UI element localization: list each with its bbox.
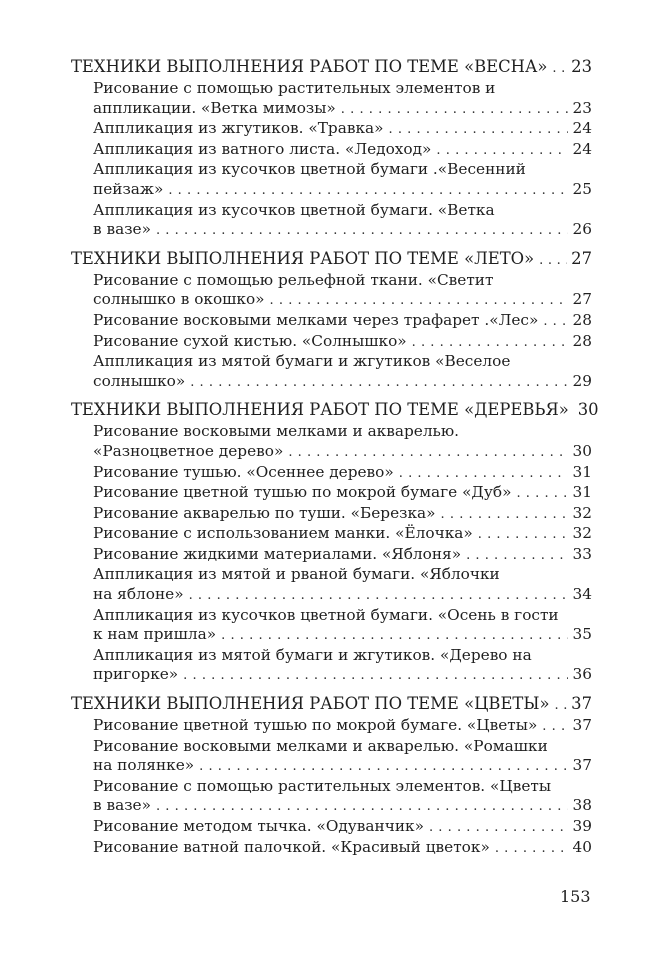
entry-page-number: 39 bbox=[572, 817, 592, 835]
toc-entry bbox=[71, 716, 592, 737]
toc-entry bbox=[71, 160, 592, 200]
toc-entry-last-line bbox=[71, 838, 592, 859]
dot-leader bbox=[466, 546, 568, 566]
section-page-number: 30 bbox=[577, 400, 599, 420]
entry-page-number: 25 bbox=[572, 179, 592, 198]
toc-entry bbox=[71, 463, 592, 484]
entry-page-number: 37 bbox=[572, 716, 592, 735]
toc-entry-text: пригорке» bbox=[93, 665, 179, 684]
entry-page-number: 30 bbox=[572, 441, 592, 460]
toc-entry-text-line: Аппликация из кусочков цветной бумаги .«Весенний bbox=[93, 160, 526, 179]
toc-entry-text: на полянке» bbox=[93, 756, 195, 775]
toc-entry-text: Рисование тушью. «Осеннее дерево» bbox=[93, 462, 394, 481]
toc-section bbox=[71, 56, 592, 241]
entry-page-number: 35 bbox=[572, 625, 592, 644]
toc-entry-text: Рисование акварелью по туши. «Березка» bbox=[93, 503, 436, 522]
toc-entry-text: солнышко» bbox=[93, 371, 186, 390]
toc-entry-last-line bbox=[71, 372, 592, 393]
section-page-number: 37 bbox=[571, 694, 592, 714]
toc-entry-last-line bbox=[71, 180, 592, 201]
dot-leader bbox=[555, 695, 568, 716]
toc-section bbox=[71, 693, 592, 858]
dot-leader bbox=[389, 120, 569, 140]
entry-page-number: 27 bbox=[572, 290, 592, 309]
dot-leader bbox=[221, 626, 568, 646]
entry-page-number: 33 bbox=[572, 544, 592, 563]
toc-section-heading bbox=[71, 56, 592, 79]
toc-entry bbox=[71, 332, 592, 353]
section-page-number: 27 bbox=[571, 248, 592, 268]
entry-page-number: 23 bbox=[572, 98, 592, 117]
dot-leader bbox=[539, 250, 567, 271]
toc-entry-text: к нам пришла» bbox=[93, 625, 217, 644]
entry-page-number: 32 bbox=[572, 524, 592, 543]
dot-leader bbox=[168, 181, 568, 201]
dot-leader bbox=[199, 757, 568, 777]
dot-leader bbox=[399, 464, 568, 484]
toc-entry-text: в вазе» bbox=[93, 220, 151, 239]
dot-leader bbox=[183, 666, 568, 686]
toc-entry-last-line bbox=[71, 290, 592, 311]
toc-entry-last-line bbox=[71, 332, 592, 353]
toc-entry bbox=[71, 777, 592, 817]
toc-entry bbox=[71, 201, 592, 241]
dot-leader bbox=[412, 333, 568, 353]
toc-entry-text-line: Рисование с помощью рельефной ткани. «Светит bbox=[93, 270, 494, 289]
entry-page-number: 32 bbox=[572, 503, 592, 522]
dot-leader bbox=[441, 505, 568, 525]
entry-page-number: 31 bbox=[572, 483, 592, 502]
toc-entry-text: Рисование цветной тушью по мокрой бумаге. «Цветы» bbox=[93, 716, 538, 735]
toc-entry bbox=[71, 311, 592, 332]
toc-entry bbox=[71, 119, 592, 140]
toc-entry-text-line: Аппликация из кусочков цветной бумаги. «Осень в гости bbox=[93, 605, 559, 624]
toc-section bbox=[71, 248, 592, 393]
toc-entry-last-line bbox=[71, 140, 592, 161]
entry-page-number: 38 bbox=[572, 796, 592, 815]
toc-entry-text: на яблоне» bbox=[93, 585, 184, 604]
dot-leader bbox=[495, 839, 568, 859]
toc-entry bbox=[71, 524, 592, 545]
toc-entry-last-line bbox=[71, 504, 592, 525]
toc-entry bbox=[71, 646, 592, 686]
dot-leader bbox=[341, 100, 568, 120]
toc-entry-last-line bbox=[71, 442, 592, 463]
dot-leader bbox=[189, 586, 568, 606]
toc-entry-last-line bbox=[71, 483, 592, 504]
toc-entry-last-line bbox=[71, 756, 592, 777]
entry-page-number: 37 bbox=[572, 756, 592, 775]
dot-leader bbox=[270, 291, 568, 311]
toc-entry bbox=[71, 545, 592, 566]
entry-page-number: 31 bbox=[572, 462, 592, 481]
dot-leader bbox=[288, 443, 568, 463]
toc-entry-last-line bbox=[71, 463, 592, 484]
toc-entry-text: Аппликация из ватного листа. «Ледоход» bbox=[93, 139, 432, 158]
toc-entry bbox=[71, 79, 592, 119]
section-title: ТЕХНИКИ ВЫПОЛНЕНИЯ РАБОТ ПО ТЕМЕ «ДЕРЕВЬЯ» bbox=[71, 400, 569, 420]
toc-entry-text: в вазе» bbox=[93, 796, 151, 815]
toc-entry bbox=[71, 271, 592, 311]
toc-entry-text: Рисование методом тычка. «Одуванчик» bbox=[93, 817, 424, 835]
toc-entry bbox=[71, 483, 592, 504]
toc-entry-text: «Разноцветное дерево» bbox=[93, 441, 284, 460]
toc-entry-text: пейзаж» bbox=[93, 179, 164, 198]
toc-entry-last-line bbox=[71, 545, 592, 566]
toc-entry-text-line: Рисование восковыми мелками и акварелью. «Ромашки bbox=[93, 736, 548, 755]
dot-leader bbox=[156, 797, 568, 817]
toc-entry-text-line: Аппликация из мятой бумаги и жгутиков «Веселое bbox=[93, 352, 511, 371]
toc-entry bbox=[71, 838, 592, 859]
entry-page-number: 28 bbox=[572, 310, 592, 329]
toc-entry bbox=[71, 817, 592, 838]
dot-leader bbox=[190, 373, 568, 393]
entry-page-number: 29 bbox=[572, 371, 592, 390]
dot-leader bbox=[516, 484, 568, 504]
toc-entry bbox=[71, 352, 592, 392]
toc-entry bbox=[71, 422, 592, 462]
toc-entry-text: Рисование сухой кистью. «Солнышко» bbox=[93, 331, 407, 350]
toc-entry-text-line: Аппликация из мятой бумаги и жгутиков. «Дерево на bbox=[93, 645, 532, 664]
toc-section-heading bbox=[71, 693, 592, 716]
dot-leader bbox=[543, 312, 568, 332]
dot-leader bbox=[552, 58, 567, 79]
toc-entry bbox=[71, 140, 592, 161]
entry-page-number: 34 bbox=[572, 585, 592, 604]
toc-entry-text: Рисование цветной тушью по мокрой бумаге «Дуб» bbox=[93, 483, 512, 502]
toc-entry bbox=[71, 504, 592, 525]
toc-entry-last-line bbox=[71, 817, 592, 838]
toc-entry-last-line bbox=[71, 311, 592, 332]
toc-entry-text: Рисование ватной палочкой. «Красивый цветок» bbox=[93, 837, 490, 856]
toc-entry-text: Рисование жидкими материалами. «Яблоня» bbox=[93, 544, 462, 563]
toc-entry-last-line bbox=[71, 796, 592, 817]
entry-page-number: 26 bbox=[572, 220, 592, 239]
page-number: 153 bbox=[560, 887, 591, 906]
section-page-number: 23 bbox=[571, 57, 592, 76]
toc-entry bbox=[71, 565, 592, 605]
section-title: ТЕХНИКИ ВЫПОЛНЕНИЯ РАБОТ ПО ТЕМЕ «ВЕСНА» bbox=[71, 57, 548, 76]
dot-leader bbox=[436, 141, 568, 161]
toc-entry-text: аппликации. «Ветка мимозы» bbox=[93, 98, 336, 117]
toc-entry-text-line: Рисование с помощью растительных элементов и bbox=[93, 79, 496, 97]
entry-page-number: 24 bbox=[572, 139, 592, 158]
toc-section-heading bbox=[71, 399, 599, 422]
toc-entry-last-line bbox=[71, 524, 592, 545]
toc-entry-text: солнышко в окошко» bbox=[93, 290, 265, 309]
dot-leader bbox=[429, 818, 568, 838]
section-title: ТЕХНИКИ ВЫПОЛНЕНИЯ РАБОТ ПО ТЕМЕ «ЦВЕТЫ» bbox=[71, 694, 550, 714]
entry-page-number: 40 bbox=[572, 837, 592, 856]
toc-entry-text: Аппликация из жгутиков. «Травка» bbox=[93, 119, 384, 138]
toc-entry-last-line bbox=[71, 220, 592, 241]
toc-section bbox=[71, 399, 599, 686]
dot-leader bbox=[478, 525, 568, 545]
table-of-contents bbox=[71, 56, 599, 865]
dot-leader bbox=[156, 221, 568, 241]
toc-entry-last-line bbox=[71, 119, 592, 140]
toc-entry-last-line bbox=[71, 585, 592, 606]
toc-entry-text-line: Рисование восковыми мелками и акварелью. bbox=[93, 422, 460, 441]
toc-entry-text: Рисование с использованием манки. «Ёлочка» bbox=[93, 524, 473, 543]
dot-leader bbox=[542, 717, 568, 737]
toc-entry bbox=[71, 737, 592, 777]
toc-entry-text-line: Аппликация из мятой и рваной бумаги. «Яблочки bbox=[93, 565, 500, 584]
toc-entry-text-line: Рисование с помощью растительных элементов. «Цветы bbox=[93, 776, 552, 795]
section-title: ТЕХНИКИ ВЫПОЛНЕНИЯ РАБОТ ПО ТЕМЕ «ЛЕТО» bbox=[71, 248, 535, 268]
entry-page-number: 36 bbox=[572, 665, 592, 684]
toc-entry bbox=[71, 606, 592, 646]
entry-page-number: 24 bbox=[572, 119, 592, 138]
toc-entry-last-line bbox=[71, 665, 592, 686]
toc-entry-last-line bbox=[71, 716, 592, 737]
toc-entry-text: Рисование восковыми мелками через трафарет .«Лес» bbox=[93, 310, 539, 329]
toc-entry-last-line bbox=[71, 99, 592, 120]
entry-page-number: 28 bbox=[572, 331, 592, 350]
toc-section-heading bbox=[71, 248, 592, 271]
toc-entry-text-line: Аппликация из кусочков цветной бумаги. «Ветка bbox=[93, 200, 495, 219]
toc-entry-last-line bbox=[71, 625, 592, 646]
